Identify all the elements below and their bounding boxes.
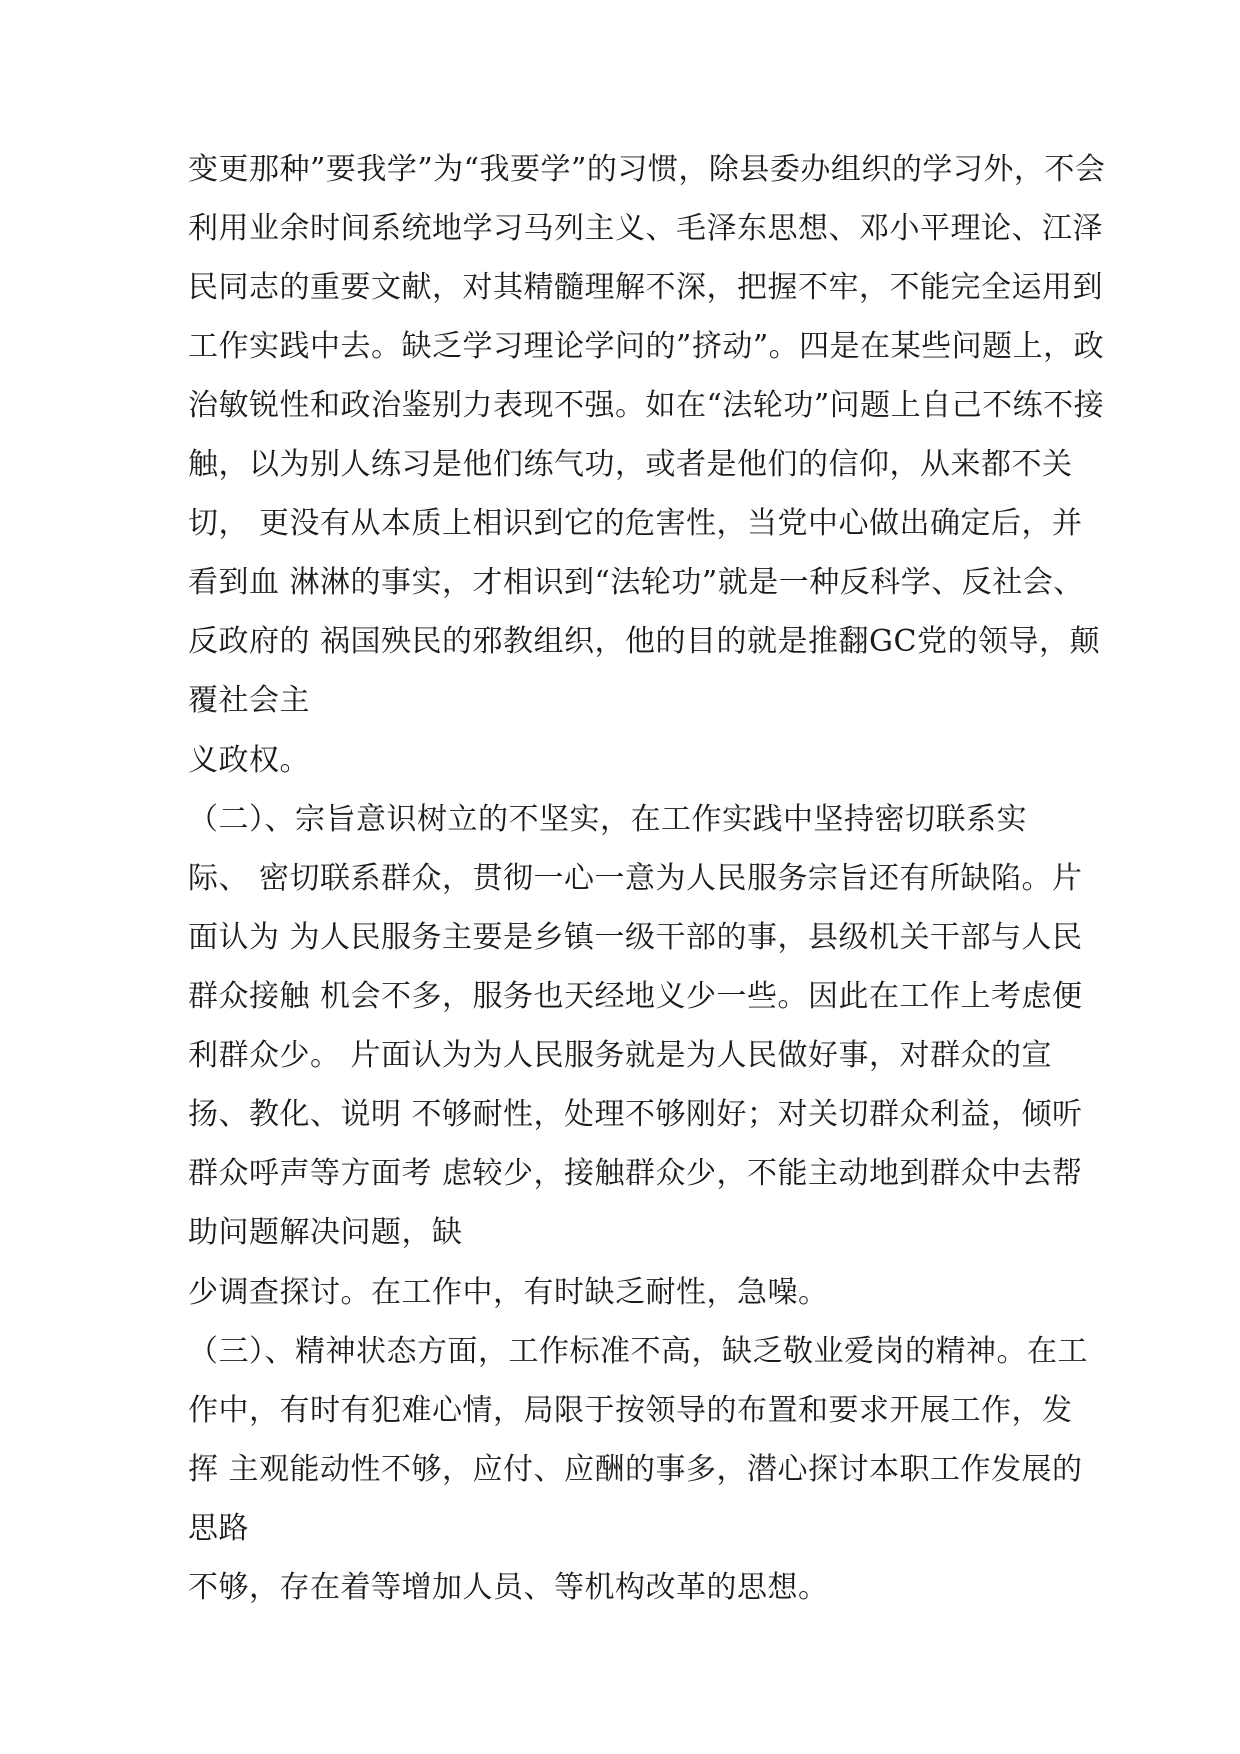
text-line: （二）、宗旨意识树立的不坚实，在工作实践中坚持密切联系实	[188, 802, 1027, 837]
text-line: 扬、教化、说明 不够耐性，处理不够刚好；对关切群众利益，倾听	[188, 1097, 1083, 1132]
text-line: 作中，有时有犯难心情，局限于按领导的布置和要求开展工作，发	[188, 1393, 1073, 1428]
text-line: 少调查探讨。在工作中，有时缺乏耐性，急噪。	[188, 1275, 829, 1310]
text-line: 际、 密切联系群众，贯彻一心一意为人民服务宗旨还有所缺陷。片	[188, 861, 1083, 896]
text-line: 群众呼声等方面考 虑较少，接触群众少，不能主动地到群众中去帮	[188, 1156, 1083, 1191]
text-line: 思路	[188, 1511, 249, 1546]
text-line: 工作实践中去。缺乏学习理论学问的”挤动”。四是在某些问题上，政	[188, 329, 1105, 364]
text-line: 治敏锐性和政治鉴别力表现不强。如在“法轮功”问题上自己不练不接	[188, 388, 1105, 423]
text-line: 看到血 淋淋的事实，才相识到“法轮功”就是一种反科学、反社会、	[188, 565, 1084, 600]
text-line: 面认为 为人民服务主要是乡镇一级干部的事，县级机关干部与人民	[188, 920, 1083, 955]
text-line: 触，以为别人练习是他们练气功，或者是他们的信仰，从来都不关	[188, 447, 1073, 482]
text-line: 覆社会主	[188, 683, 310, 718]
text-line: 切， 更没有从本质上相识到它的危害性，当党中心做出确定后，并	[188, 506, 1083, 541]
text-line: 变更那种”要我学”为“我要学”的习惯，除县委办组织的学习外，不会	[188, 152, 1106, 187]
text-line: （三）、精神状态方面，工作标准不高，缺乏敬业爱岗的精神。在工	[188, 1334, 1088, 1369]
text-line: 义政权。	[188, 743, 310, 778]
text-line: 民同志的重要文献，对其精髓理解不深，把握不牢，不能完全运用到	[188, 270, 1103, 305]
text-line: 群众接触 机会不多，服务也天经地义少一些。因此在工作上考虑便	[188, 979, 1083, 1014]
text-line: 利群众少。 片面认为为人民服务就是为人民做好事，对群众的宣	[188, 1038, 1053, 1073]
text-line: 助问题解决问题，缺	[188, 1215, 463, 1250]
text-line: 挥 主观能动性不够，应付、应酬的事多，潜心探讨本职工作发展的	[188, 1452, 1083, 1487]
text-line: 反政府的 祸国殃民的邪教组织，他的目的就是推翻GC党的领导，颠	[188, 624, 1100, 659]
text-line: 利用业余时间系统地学习马列主义、毛泽东思想、邓小平理论、江泽	[188, 211, 1103, 246]
text-line: 不够，存在着等增加人员、等机构改革的思想。	[188, 1570, 829, 1605]
